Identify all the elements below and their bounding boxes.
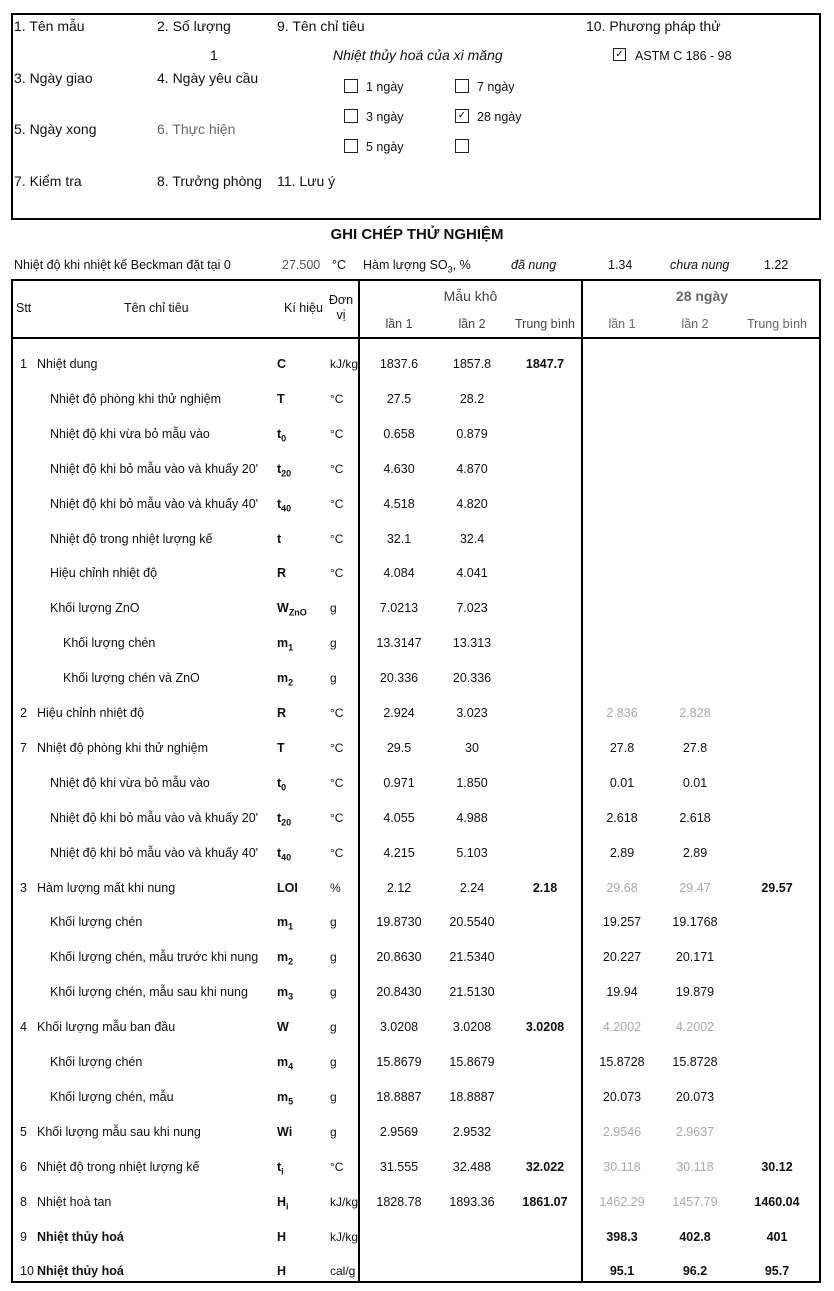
requested-date-label: 4. Ngày yêu cầu [157,70,259,86]
row-label: Khối lượng chén [63,636,156,650]
cell-d2: 18.8887 [449,1090,495,1104]
cell-d1: 4.084 [383,566,415,580]
age-lan2-header: lần 2 [681,317,709,331]
cell-a2: 402.8 [679,1230,711,1244]
row-label: Nhiệt độ phòng khi thử nghiệm [50,392,221,406]
row-unit: kJ/kg [330,357,359,371]
cell-d2: 15.8679 [449,1055,495,1069]
cell-d1: 2.9569 [379,1125,419,1139]
cell-d2: 2.9532 [452,1125,492,1139]
row-symbol: $m_1$ [277,915,294,932]
row-symbol: C [277,357,287,371]
row-label: Nhiệt độ phòng khi thử nghiệm [37,741,208,755]
quantity-label: 2. Số lượng [157,18,231,34]
cell-a2: 19.1768 [672,915,718,929]
age-lan1-header: lần 1 [608,317,636,331]
row-label: Nhiệt dung [37,357,98,371]
cell-a2: 4.2002 [675,1020,715,1034]
row-unit: % [330,881,341,895]
cell-d2: 4.041 [456,566,488,580]
group-28-days: 28 ngày [675,288,729,304]
beckman-value: 27.500 [282,258,321,272]
row-symbol: W [277,1020,289,1034]
row-symbol: $m_1$ [277,636,294,653]
row-unit: °C [330,497,344,511]
row-unit: g [330,985,337,999]
method-value: ASTM C 186 - 98 [635,49,732,63]
row-symbol: H [277,1230,287,1244]
row-symbol: t [277,532,282,546]
row-label: Khối lượng mẫu ban đầu [37,1020,176,1034]
row-label: Khối lượng chén và ZnO [63,671,200,685]
row-unit: g [330,1055,337,1069]
test-method-label: 10. Phương pháp thử [586,18,721,34]
row-label: Nhiệt độ khi bỏ mẫu vào và khuấy 40' [50,497,259,511]
cell-d1: 31.555 [379,1160,419,1174]
cell-d2: 21.5130 [449,985,495,999]
row-label: Hàm lượng mất khi nung [37,881,176,895]
header-divider [11,337,821,339]
row-unit: °C [330,776,344,790]
test-name-value: Nhiệt thủy hoá của xi măng [333,47,503,63]
uncalcined-label: chưa nung [670,258,730,272]
cell-d2: 3.023 [456,706,488,720]
row-unit: g [330,601,337,615]
cell-a2: 1457.79 [672,1195,718,1209]
row-label: Nhiệt hoà tan [37,1195,112,1209]
cell-aavg: 95.7 [764,1264,790,1278]
row-unit: °C [330,706,344,720]
cell-a1: 29.68 [606,881,638,895]
row-label: Nhiệt độ khi vừa bỏ mẫu vào [50,776,210,790]
cell-d1: 0.971 [383,776,415,790]
row-label: Nhiệt độ khi bỏ mẫu vào và khuấy 20' [50,462,259,476]
row-label: Hiệu chỉnh nhiệt độ [50,566,158,580]
row-number: 1 [20,357,27,371]
cell-a2: 0.01 [682,776,708,790]
cell-d1: 32.1 [386,532,412,546]
row-unit: °C [330,532,344,546]
col-stt: Stt [16,301,32,315]
cell-d1: 15.8679 [376,1055,422,1069]
row-symbol: T [277,741,285,755]
row-symbol: $m_3$ [277,985,294,1002]
row-unit: g [330,1020,337,1034]
cell-a1: 27.8 [609,741,635,755]
note-label: 11. Lưu ý [277,173,336,189]
cell-d2: 1893.36 [449,1195,495,1209]
row-unit: kJ/kg [330,1195,359,1209]
col-unit: Đơn vị [328,293,354,322]
row-label: Khối lượng chén, mẫu [50,1090,174,1104]
row-symbol: R [277,706,287,720]
row-symbol: $t_0$ [277,776,287,793]
checker-label: 7. Kiểm tra [14,173,82,189]
cell-a2: 27.8 [682,741,708,755]
cell-aavg: 30.12 [761,1160,793,1174]
beckman-unit: °C [332,258,347,272]
cell-d2: 20.5540 [449,915,495,929]
cell-a1: 2.836 [606,706,638,720]
row-number: 2 [20,706,27,720]
row-label: Khối lượng chén, mẫu sau khi nung [50,985,248,999]
cell-a1: 398.3 [606,1230,638,1244]
cell-d1: 7.0213 [379,601,419,615]
row-symbol: R [277,566,287,580]
cell-d1: 0.658 [383,427,415,441]
dry-lan2-header: lần 2 [458,317,486,331]
cell-d1: 20.8630 [376,950,422,964]
age-option-label: 1 ngày [366,80,404,94]
cell-d2: 1857.8 [452,357,492,371]
calcined-label: đã nung [511,258,557,272]
cell-a2: 2.9637 [675,1125,715,1139]
row-label: Khối lượng mẫu sau khi nung [37,1125,201,1139]
row-unit: °C [330,392,344,406]
cell-a2: 15.8728 [672,1055,718,1069]
row-unit: cal/g [330,1264,356,1278]
age-option-label: 28 ngày [477,110,522,124]
cell-a1: 19.257 [602,915,642,929]
row-label: Nhiệt độ trong nhiệt lượng kế [37,1160,200,1174]
row-symbol: $t_{20}$ [277,811,292,828]
col-name: Tên chỉ tiêu [124,301,189,315]
cell-d2: 2.24 [459,881,485,895]
cell-d2: 0.879 [456,427,488,441]
sample-name-label: 1. Tên mẫu [14,18,85,34]
cell-a1: 15.8728 [599,1055,645,1069]
delivery-date-label: 3. Ngày giao [14,70,93,86]
row-unit: kJ/kg [330,1230,359,1244]
row-number: 8 [20,1195,27,1209]
cell-d1: 4.055 [383,811,415,825]
group-dry: Mẫu khô [443,288,498,304]
row-unit: °C [330,741,344,755]
row-number: 5 [20,1125,27,1139]
cell-d2: 20.336 [452,671,492,685]
row-number: 6 [20,1160,27,1174]
cell-davg: 32.022 [525,1160,565,1174]
row-number: 3 [20,881,27,895]
row-unit: g [330,671,337,685]
row-symbol: $t_{40}$ [277,497,292,514]
row-label: Khối lượng ZnO [50,601,140,615]
cell-a1: 4.2002 [602,1020,642,1034]
age-checkbox[interactable] [344,139,358,153]
row-unit: °C [330,1160,344,1174]
cell-d2: 30 [465,741,479,755]
row-label: Khối lượng chén [50,1055,143,1069]
row-label: Nhiệt độ khi bỏ mẫu vào và khuấy 40' [50,846,259,860]
row-unit: °C [330,427,344,441]
row-symbol: Wi [277,1125,293,1139]
row-unit: g [330,950,337,964]
cell-d2: 4.820 [456,497,488,511]
cell-a1: 0.01 [609,776,635,790]
cell-d2: 21.5340 [449,950,495,964]
test-name-label: 9. Tên chỉ tiêu [277,18,365,34]
cell-a2: 20.171 [675,950,715,964]
row-unit: °C [330,566,344,580]
row-unit: g [330,915,337,929]
age-checkbox[interactable]: ✓ [455,109,469,123]
cell-d2: 4.870 [456,462,488,476]
row-label: Nhiệt độ khi bỏ mẫu vào và khuấy 20' [50,811,259,825]
cell-d1: 19.8730 [376,915,422,929]
cell-d1: 4.630 [383,462,415,476]
row-label: Khối lượng chén, mẫu trước khi nung [50,950,259,964]
row-symbol: $m_4$ [277,1055,294,1072]
row-label: Khối lượng chén [50,915,143,929]
col-symbol: Kí hiệu [284,301,323,315]
cell-d1: 4.215 [383,846,415,860]
row-symbol: LOI [277,881,298,895]
cell-d2: 3.0208 [452,1020,492,1034]
so3-label: Hàm lượng $SO_3$, % [363,258,471,275]
age-checkbox[interactable] [455,139,469,153]
cell-a1: 20.073 [602,1090,642,1104]
cell-d1: 1828.78 [376,1195,422,1209]
cell-d2: 1.850 [456,776,488,790]
row-symbol: T [277,392,285,406]
cell-d1: 27.5 [386,392,412,406]
cell-d1: 20.336 [379,671,419,685]
finish-date-label: 5. Ngày xong [14,121,97,137]
cell-d1: 1837.6 [379,357,419,371]
cell-a1: 2.9546 [602,1125,642,1139]
beckman-label: Nhiệt độ khi nhiệt kế Beckman đặt tại 0 [14,258,231,272]
cell-a2: 30.118 [676,1160,714,1174]
header-box [11,13,821,220]
cell-a1: 30.118 [603,1160,641,1174]
cell-d2: 5.103 [456,846,488,860]
row-number: 7 [20,741,27,755]
cell-a1: 2.618 [606,811,638,825]
cell-d1: 2.12 [386,881,412,895]
cell-a1: 20.227 [602,950,642,964]
row-unit: °C [330,462,344,476]
row-symbol: $W_{ZnO}$ [277,601,307,618]
row-symbol: $m_2$ [277,950,294,967]
row-label: Nhiệt thủy hoá [37,1264,124,1278]
age-option-label: 5 ngày [366,140,404,154]
method-checkbox[interactable]: ✓ [613,48,626,61]
page-title: GHI CHÉP THỬ NGHIỆM [330,226,504,243]
row-symbol: H [277,1264,287,1278]
cell-aavg: 401 [766,1230,788,1244]
cell-davg: 1861.07 [522,1195,568,1209]
age-option-label: 3 ngày [366,110,404,124]
cell-a1: 1462.29 [599,1195,645,1209]
quantity-value: 1 [210,47,218,63]
cell-d1: 4.518 [383,497,415,511]
row-label: Nhiệt thủy hoá [37,1230,124,1244]
row-number: 4 [20,1020,27,1034]
cell-d2: 32.4 [459,532,485,546]
cell-d2: 4.988 [456,811,488,825]
cell-a2: 2.89 [682,846,708,860]
cell-d1: 18.8887 [376,1090,422,1104]
cell-d2: 28.2 [459,392,485,406]
age-checkbox[interactable] [344,79,358,93]
cell-d1: 13.3147 [376,636,422,650]
cell-a1: 2.89 [609,846,635,860]
cell-a2: 19.879 [675,985,715,999]
cell-a2: 20.073 [675,1090,715,1104]
row-symbol: $t_i$ [277,1160,284,1177]
row-unit: g [330,636,337,650]
cell-a2: 2.828 [679,706,711,720]
age-checkbox[interactable] [455,79,469,93]
calcined-value: 1.34 [608,258,633,272]
row-symbol: $m_2$ [277,671,294,688]
row-unit: g [330,1090,337,1104]
row-label: Hiệu chỉnh nhiệt độ [37,706,145,720]
row-unit: °C [330,811,344,825]
cell-davg: 3.0208 [525,1020,565,1034]
row-symbol: $t_{40}$ [277,846,292,863]
age-option-label: 7 ngày [477,80,515,94]
head-label: 8. Trưởng phòng [157,173,262,189]
row-label: Nhiệt độ khi vừa bỏ mẫu vào [50,427,210,441]
row-symbol: $m_5$ [277,1090,294,1107]
cell-d1: 20.8430 [376,985,422,999]
row-label: Nhiệt độ trong nhiệt lượng kế [50,532,213,546]
row-symbol: $t_0$ [277,427,287,444]
uncalcined-value: 1.22 [764,258,789,272]
row-symbol: $H_i$ [277,1195,289,1212]
age-avg-header: Trung bình [747,317,807,331]
cell-a2: 2.618 [679,811,711,825]
row-symbol: $t_{20}$ [277,462,292,479]
cell-d2: 32.488 [452,1160,492,1174]
cell-aavg: 29.57 [761,881,793,895]
cell-davg: 1847.7 [525,357,565,371]
cell-aavg: 1460.04 [754,1195,800,1209]
cell-d2: 7.023 [456,601,488,615]
row-unit: °C [330,846,344,860]
dry-lan1-header: lần 1 [385,317,413,331]
row-number: 9 [20,1230,27,1244]
age-checkbox[interactable] [344,109,358,123]
cell-d2: 13.313 [452,636,492,650]
cell-a1: 19.94 [606,985,638,999]
row-number: 10 [20,1264,34,1278]
row-unit: g [330,1125,337,1139]
cell-davg: 2.18 [532,881,558,895]
cell-a2: 29.47 [679,881,711,895]
cell-d1: 3.0208 [379,1020,419,1034]
performer-label: 6. Thực hiện [157,121,236,137]
cell-d1: 2.924 [383,706,415,720]
cell-a2: 96.2 [682,1264,708,1278]
dry-avg-header: Trung bình [515,317,575,331]
cell-a1: 95.1 [609,1264,635,1278]
cell-d1: 29.5 [386,741,412,755]
